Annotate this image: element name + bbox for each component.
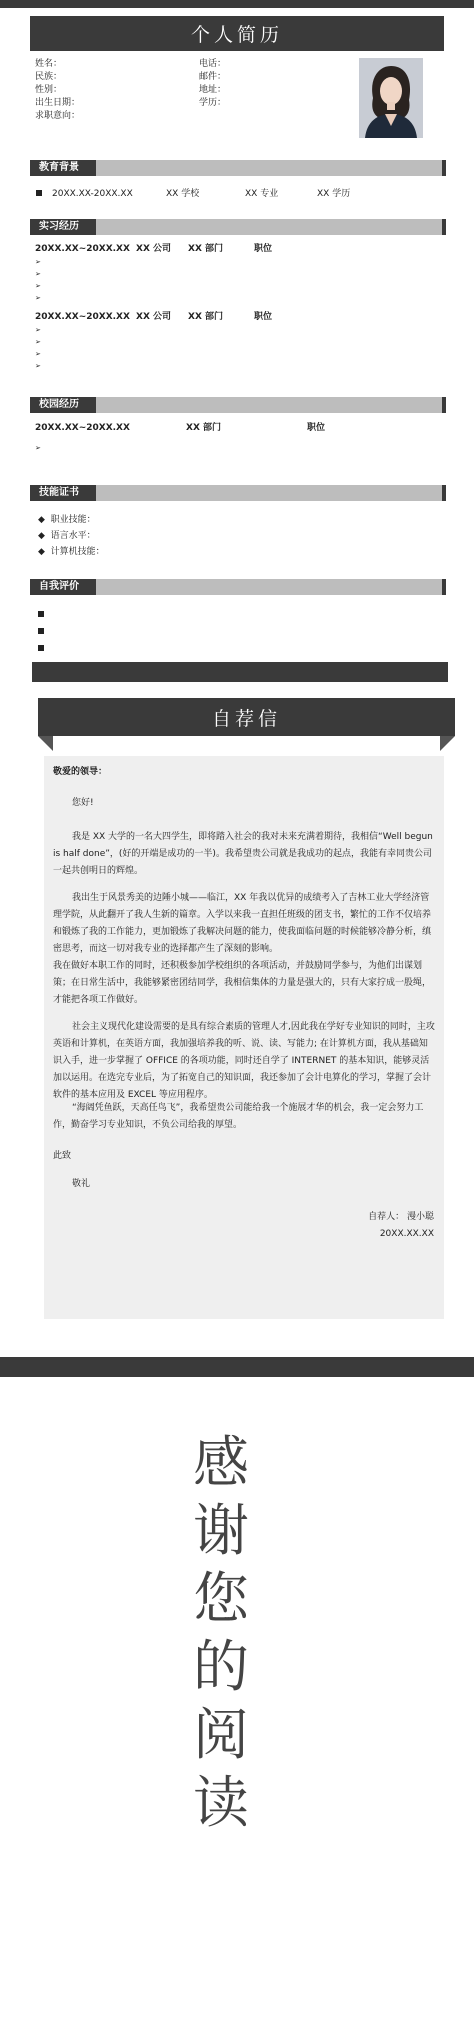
- info-name: 姓名：: [35, 59, 63, 69]
- skill-item: 语言水平：: [50, 531, 96, 541]
- square-bullet-icon: [38, 611, 44, 617]
- internship-2-dept: XX 部门: [188, 312, 224, 322]
- education-degree: XX 学历: [317, 189, 351, 199]
- campus-position: 职位: [307, 423, 326, 433]
- letter-greeting: 敬爱的领导：: [53, 767, 108, 777]
- info-gender: 性别：: [35, 85, 63, 95]
- diamond-bullet-icon: ◆: [38, 531, 45, 541]
- letter-paragraph-3: 我在做好本职工作的同时，还积极参加学校组织的各项活动，并鼓励同学参与，为他们出谋划策；在日常生活中，我能够紧密团结同学，我相信集体的力量是强大的，只有大家拧成一股绳，才能把各项工作做好。: [53, 961, 432, 1005]
- section-skills: [30, 485, 446, 501]
- internship-2-period: 20XX.XX~20XX.XX: [35, 312, 130, 322]
- section-education: [30, 160, 446, 176]
- letter-title: 自荐信: [38, 698, 455, 736]
- letter-paragraph-1: 我是 XX 大学的一名大四学生，即将踏入社会的我对未来充满着期待，我相信“Well begun is half done”，(好的开端是成功的一半)。我希望贵公司就是我成功的起点，我能有幸同贵公司一起共创明日的辉煌。: [53, 832, 433, 876]
- arrow-bullet-icon: ➢: [35, 444, 41, 452]
- resume-title: 个人简历: [30, 16, 444, 51]
- letter-date: 20XX.XX.XX: [379, 1229, 434, 1239]
- internship-2-position: 职位: [254, 312, 273, 322]
- thanks-char: 谢: [193, 1499, 249, 1564]
- skill-item: 计算机技能：: [50, 547, 105, 557]
- arrow-bullet-icon: ➢: [35, 350, 41, 358]
- thanks-char: 的: [193, 1635, 249, 1700]
- arrow-bullet-icon: ➢: [35, 326, 41, 334]
- arrow-bullet-icon: ➢: [35, 294, 41, 302]
- profile-photo: [359, 58, 423, 138]
- skill-item: 职业技能：: [50, 515, 96, 525]
- top-bar: [0, 0, 474, 8]
- letter-paragraph-4: 社会主义现代化建设需要的是具有综合素质的管理人才,因此我在学好专业知识的同时，主攻英语和计算机，在英语方面，我加强培养我的听、说、读、写能力; 在计算机方面，我从基础知识入手，进一步掌握了 OFFICE 的各项功能，同时还自学了 INTERNET 的基本知识，能够灵活加以运用。在选完专业后，为了拓宽自己的知识面，我还参加了会计电算化的学习，掌握了会计软件的基本应用及 EXCEL 等应用程序。: [53, 1022, 435, 1100]
- education-row: [36, 188, 42, 200]
- square-bullet-icon: [38, 628, 44, 634]
- page-divider-bar: [0, 1357, 474, 1377]
- arrow-bullet-icon: ➢: [35, 282, 41, 290]
- thanks-char: 感: [193, 1431, 249, 1496]
- arrow-bullet-icon: ➢: [35, 270, 41, 278]
- info-education: 学历：: [199, 98, 227, 108]
- section-self-evaluation: [30, 579, 446, 595]
- section-campus-label: 校园经历: [30, 397, 96, 413]
- info-ethnicity: 民族：: [35, 72, 63, 82]
- section-education-label: 教育背景: [30, 160, 96, 176]
- campus-dept: XX 部门: [186, 423, 222, 433]
- education-major: XX 专业: [245, 189, 279, 199]
- self-evaluation-bullets: [38, 602, 44, 653]
- internship-2-company: XX 公司: [136, 312, 172, 322]
- square-bullet-icon: [38, 645, 44, 651]
- thanks-char: 读: [193, 1771, 249, 1836]
- info-birthdate: 出生日期：: [35, 98, 81, 108]
- letter-signer: 自荐人： 漫小聪: [368, 1212, 434, 1222]
- section-internship: [30, 219, 446, 235]
- arrow-bullet-icon: ➢: [35, 362, 41, 370]
- thanks-char: 您: [193, 1567, 249, 1632]
- square-bullet-icon: [36, 190, 42, 196]
- section-internship-label: 实习经历: [30, 219, 96, 235]
- internship-1-position: 职位: [254, 244, 273, 254]
- internship-1-bullets: [35, 256, 41, 304]
- left-ribbon-fold: [38, 736, 53, 751]
- campus-period: 20XX.XX~20XX.XX: [35, 423, 130, 433]
- diamond-bullet-icon: ◆: [38, 547, 45, 557]
- letter-paragraph-2: 我出生于风景秀美的边陲小城——临江，XX 年我以优异的成绩考入了吉林工业大学经济管理学院，从此翻开了我人生新的篇章。入学以来我一直担任班级的团支书，繁忙的工作不仅培养和锻炼了我的工作能力，更加锻炼了我解决问题的能力，使我面临问题的时候能够冷静分析，缜密思考，而这一切对我专业的选择都产生了深刻的影响。: [53, 893, 432, 954]
- info-address: 地址：: [199, 85, 227, 95]
- arrow-bullet-icon: ➢: [35, 338, 41, 346]
- letter-paragraph-5: “海阔凭鱼跃，天高任鸟飞”，我希望贵公司能给我一个施展才华的机会，我一定会努力工作，勤奋学习专业知识，不负公司给我的厚望。: [53, 1103, 424, 1130]
- diamond-bullet-icon: ◆: [38, 515, 45, 525]
- personal-info-right: [199, 58, 226, 110]
- info-job-intention: 求职意向：: [35, 111, 81, 121]
- arrow-bullet-icon: ➢: [35, 258, 41, 266]
- section-skills-label: 技能证书: [30, 485, 96, 501]
- education-school: XX 学校: [166, 189, 200, 199]
- letter-closing-1: 此致: [53, 1151, 72, 1161]
- info-phone: 电话：: [199, 59, 227, 69]
- letter-hello: 您好!: [72, 798, 94, 808]
- education-period: 20XX.XX-20XX.XX: [52, 189, 133, 199]
- section-self-label: 自我评价: [30, 579, 96, 595]
- internship-2-bullets: [35, 324, 41, 372]
- internship-1-company: XX 公司: [136, 244, 172, 254]
- personal-info-left: [35, 58, 80, 123]
- resume-footer-bar: [32, 662, 448, 682]
- skills-list: [38, 512, 105, 560]
- letter-closing-2: 敬礼: [72, 1179, 91, 1189]
- right-ribbon-fold: [440, 736, 455, 751]
- info-email: 邮件：: [199, 72, 227, 82]
- thanks-char: 阅: [193, 1703, 249, 1768]
- section-campus: [30, 397, 446, 413]
- thanks-text: [181, 1430, 261, 1838]
- internship-1-period: 20XX.XX~20XX.XX: [35, 244, 130, 254]
- internship-1-dept: XX 部门: [188, 244, 224, 254]
